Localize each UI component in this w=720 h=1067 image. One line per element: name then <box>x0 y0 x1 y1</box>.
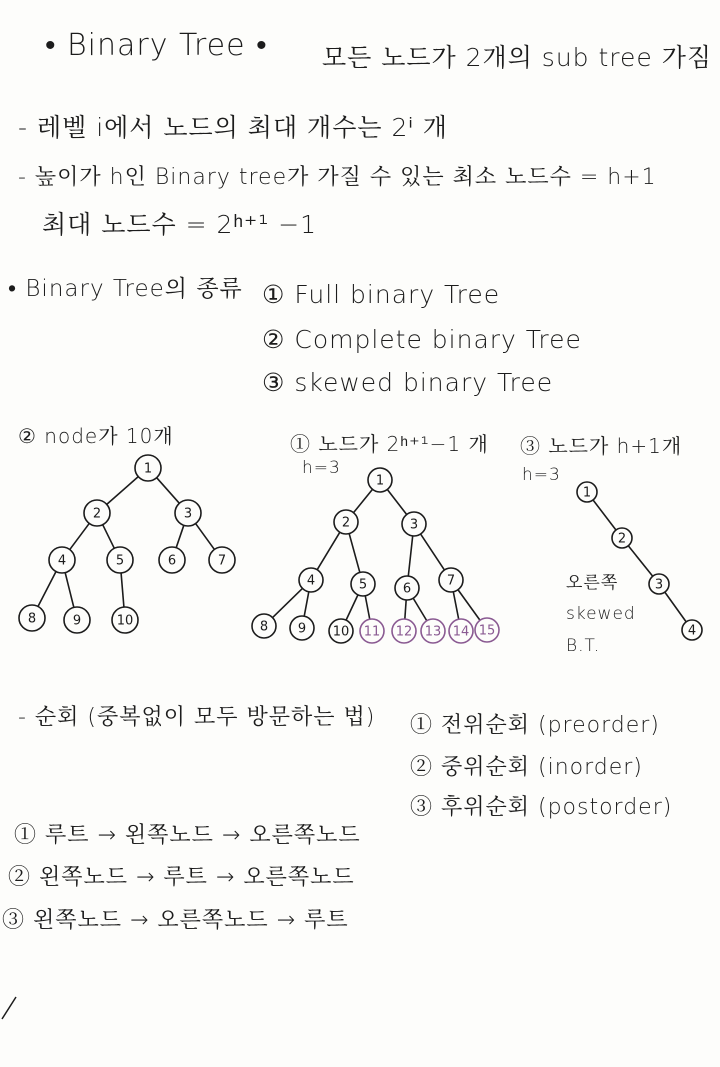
page-subtitle: 모든 노드가 2개의 sub tree 가짐 <box>322 43 713 72</box>
full-tree-node-15 <box>475 618 499 642</box>
complete-tree-edge <box>38 572 56 607</box>
property-min-nodes: - 높이가 h인 Binary tree가 가질 수 있는 최소 노드수 = h+1 <box>18 165 657 190</box>
complete-tree-node-1 <box>135 455 161 481</box>
skewed-tree-edge <box>665 592 686 622</box>
skewed-tree-node-1 <box>577 482 597 502</box>
svg-text:2: 2 <box>617 531 627 547</box>
complete-tree-node-6 <box>159 547 185 573</box>
full-tree-edge <box>387 489 406 514</box>
svg-text:4: 4 <box>687 623 697 639</box>
full-tree-edge <box>458 590 480 621</box>
traversal-preorder: ① 전위순회 (preorder) <box>410 713 660 738</box>
full-tree-node-4 <box>299 568 323 592</box>
skewed-height: h=3 <box>522 465 561 485</box>
complete-tree-node-2 <box>84 500 110 526</box>
full-tree-node-10 <box>329 619 353 643</box>
complete-tree-node-3 <box>175 500 201 526</box>
complete-tree-node-10 <box>112 607 138 633</box>
skewed-note-2: skewed <box>566 604 636 624</box>
full-tree-node-7 <box>439 568 463 592</box>
full-height: h=3 <box>302 458 341 478</box>
svg-text:10: 10 <box>116 613 134 629</box>
svg-text:2: 2 <box>92 506 102 522</box>
svg-text:14: 14 <box>452 624 470 640</box>
complete-tree-node-9 <box>64 607 90 633</box>
complete-tree-edge <box>70 523 89 549</box>
complete-tree-edge <box>196 524 215 550</box>
svg-text:4: 4 <box>57 553 67 569</box>
svg-text:7: 7 <box>217 553 227 569</box>
complete-caption: ② node가 10개 <box>18 424 174 448</box>
skewed-caption: ③ 노드가 h+1개 <box>520 434 683 458</box>
skewed-tree-node-2 <box>612 528 632 548</box>
full-tree-node-8 <box>252 614 276 638</box>
full-tree-edge <box>405 600 406 619</box>
full-tree-edge <box>365 596 369 619</box>
svg-text:11: 11 <box>363 624 381 640</box>
skewed-tree-node-4 <box>682 620 702 640</box>
full-tree-node-11 <box>360 619 384 643</box>
svg-text:3: 3 <box>183 506 193 522</box>
svg-text:12: 12 <box>395 624 413 640</box>
full-tree-edge <box>317 532 340 569</box>
traversal-postorder: ③ 후위순회 (postorder) <box>410 795 673 820</box>
complete-tree-edge <box>107 477 139 505</box>
full-tree-node-14 <box>449 619 473 643</box>
full-caption: ① 노드가 2ʰ⁺¹−1 개 <box>290 432 489 456</box>
full-tree-node-3 <box>402 512 426 536</box>
type-full: ① Full binary Tree <box>262 280 501 309</box>
full-tree-edge <box>304 592 309 616</box>
full-tree-node-13 <box>421 619 445 643</box>
full-tree-edge <box>413 598 427 620</box>
svg-text:9: 9 <box>297 621 307 637</box>
property-max-nodes-per-level: - 레벨 i에서 노드의 최대 개수는 2ⁱ 개 <box>18 113 448 142</box>
order-preorder: ① 루트 → 왼쪽노드 → 오른쪽노드 <box>14 823 361 848</box>
full-tree-node-9 <box>290 616 314 640</box>
full-tree-edge <box>273 588 303 617</box>
svg-text:1: 1 <box>143 461 153 477</box>
complete-tree-edge <box>65 573 74 608</box>
skewed-tree-edge <box>593 500 616 530</box>
types-heading: • Binary Tree의 종류 <box>8 276 243 302</box>
order-postorder: ③ 왼쪽노드 → 오른쪽노드 → 루트 <box>2 908 349 933</box>
svg-text:1: 1 <box>375 473 385 489</box>
full-tree-edge <box>349 534 360 573</box>
complete-tree-node-5 <box>107 547 133 573</box>
complete-tree-edge <box>103 525 115 549</box>
full-tree-node-5 <box>351 572 375 596</box>
skewed-note-1: 오른쪽 <box>566 573 619 593</box>
type-skewed: ③ skewed binary Tree <box>262 368 554 397</box>
svg-text:3: 3 <box>409 517 419 533</box>
full-tree-node-6 <box>395 576 419 600</box>
full-tree-node-2 <box>334 510 358 534</box>
property-max-nodes: 최대 노드수 = 2ʰ⁺¹ −1 <box>42 210 318 239</box>
svg-text:1: 1 <box>582 485 592 501</box>
full-tree-edge <box>408 536 412 576</box>
svg-text:4: 4 <box>306 573 316 589</box>
pen-mark <box>0 995 24 1025</box>
svg-text:3: 3 <box>654 577 664 593</box>
full-tree-node-1 <box>368 468 392 492</box>
svg-text:15: 15 <box>478 623 496 639</box>
full-tree-edge <box>354 489 373 512</box>
full-tree-edge <box>453 592 458 619</box>
traversal-heading: - 순회 (중복없이 모두 방문하는 법) <box>18 705 376 730</box>
full-tree-edge <box>421 534 445 570</box>
svg-text:7: 7 <box>446 573 456 589</box>
svg-text:13: 13 <box>424 624 442 640</box>
page-title: • Binary Tree • <box>45 28 268 63</box>
skewed-tree-node-3 <box>649 574 669 594</box>
full-tree-node-12 <box>392 619 416 643</box>
svg-text:6: 6 <box>402 581 412 597</box>
complete-tree-node-4 <box>49 547 75 573</box>
svg-text:2: 2 <box>341 515 351 531</box>
skewed-note-3: B.T. <box>566 636 601 656</box>
svg-text:9: 9 <box>72 613 82 629</box>
complete-tree-edge <box>176 525 184 547</box>
complete-tree-edge <box>121 573 124 607</box>
svg-text:5: 5 <box>358 577 368 593</box>
type-complete: ② Complete binary Tree <box>262 325 582 354</box>
svg-text:8: 8 <box>27 611 37 627</box>
svg-text:10: 10 <box>332 624 350 640</box>
svg-text:6: 6 <box>167 553 177 569</box>
svg-text:5: 5 <box>115 553 125 569</box>
svg-text:8: 8 <box>259 619 269 635</box>
complete-tree-edge <box>157 478 180 504</box>
complete-tree-node-7 <box>209 547 235 573</box>
skewed-tree-edge <box>628 546 652 576</box>
full-tree-edge <box>346 595 358 620</box>
traversal-inorder: ② 중위순회 (inorder) <box>410 755 643 780</box>
complete-tree-node-8 <box>19 605 45 631</box>
order-inorder: ② 왼쪽노드 → 루트 → 오른쪽노드 <box>8 865 355 890</box>
